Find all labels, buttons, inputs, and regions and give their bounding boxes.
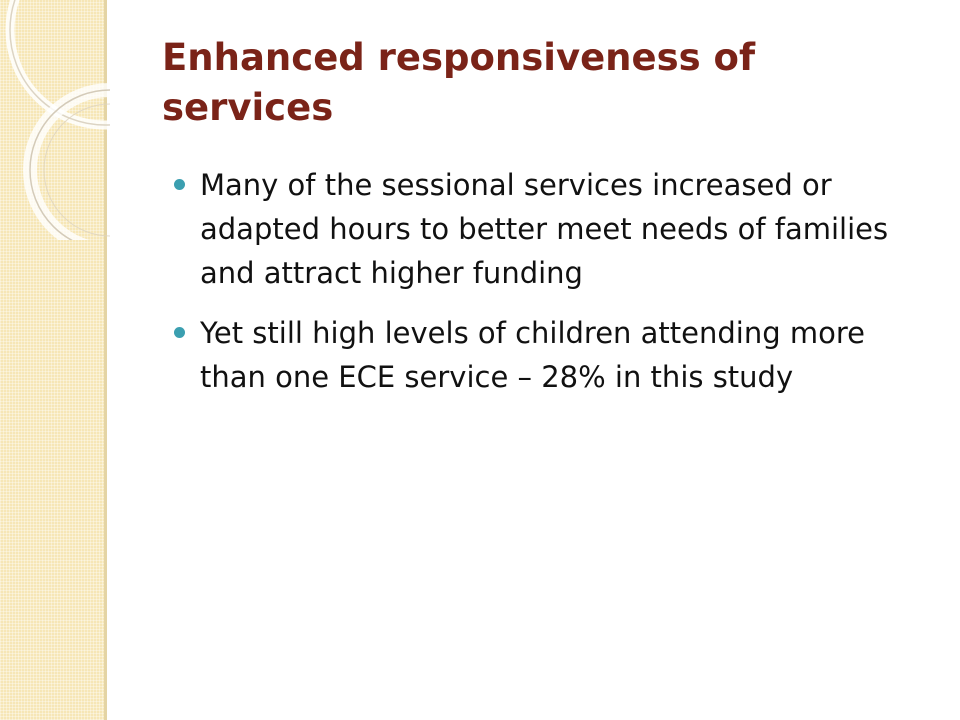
slide-title: Enhanced responsiveness of services <box>162 36 756 129</box>
bullet-item <box>174 311 934 399</box>
bullet-dot-icon <box>174 179 185 190</box>
bullet-text: Many of the sessional services increased or adapted hours to better meet needs of families and attract higher funding <box>200 168 889 290</box>
decorative-rings-icon <box>0 0 110 240</box>
bullet-list <box>174 163 934 415</box>
bullet-text: Yet still high levels of children attending more than one ECE service – 28% in this study <box>200 316 865 394</box>
bullet-dot-icon <box>174 327 185 338</box>
bullet-item <box>174 163 934 295</box>
